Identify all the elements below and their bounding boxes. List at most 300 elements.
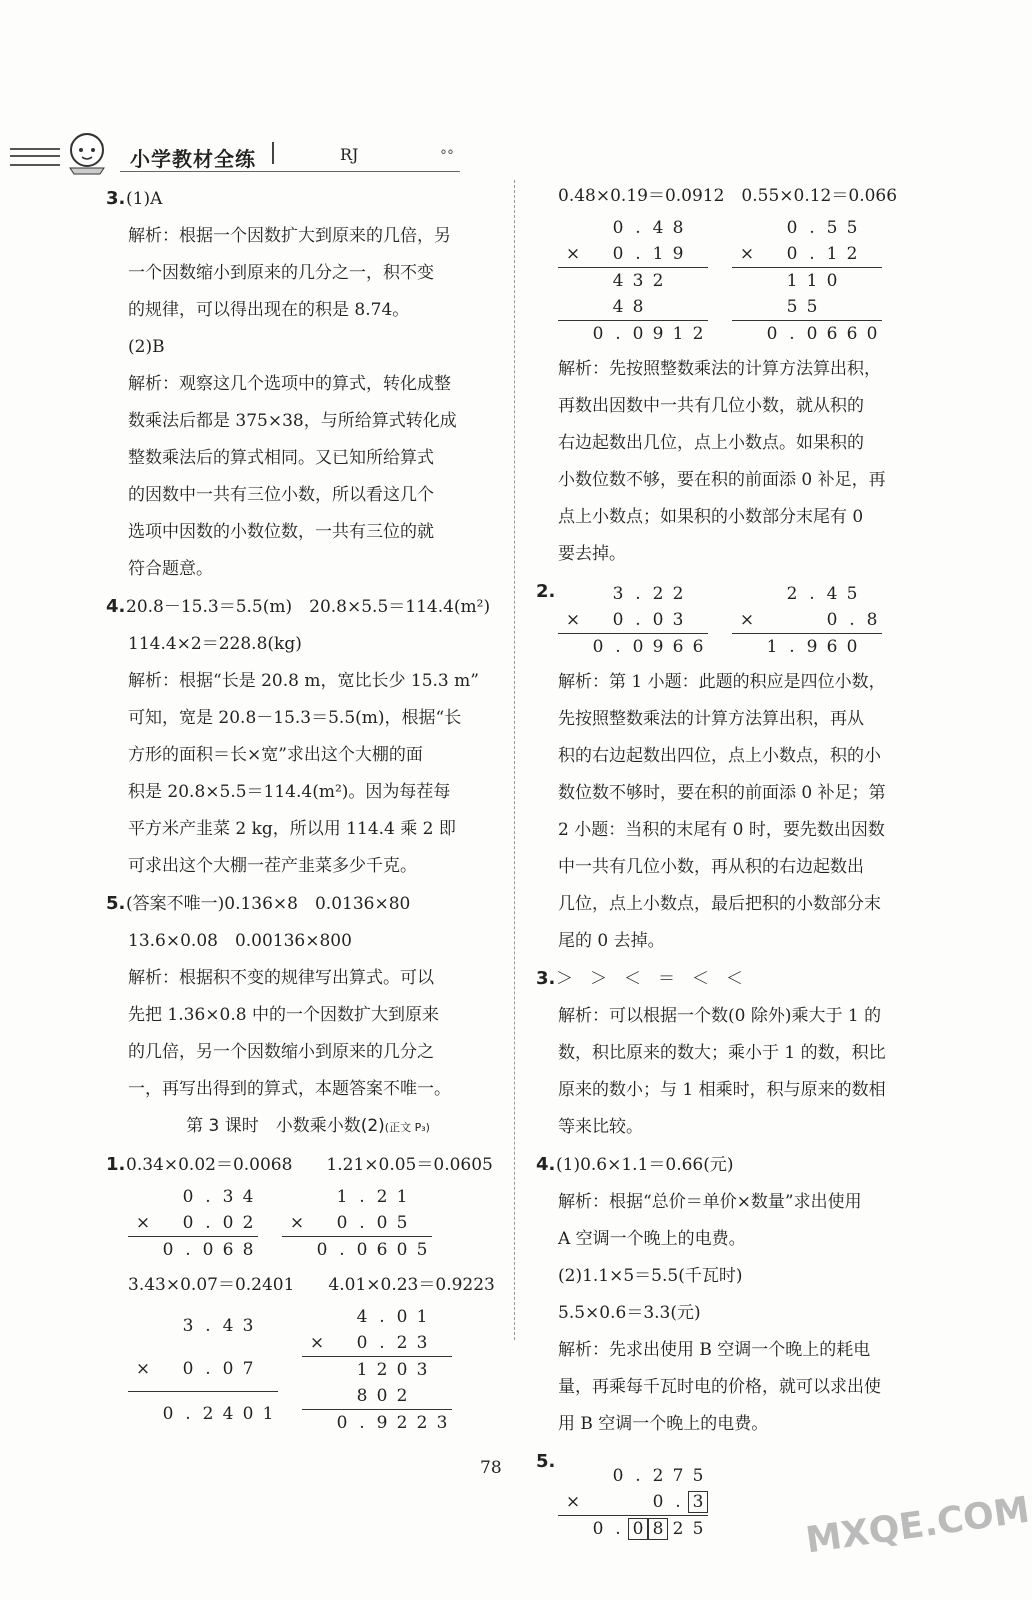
answer: ＞ ＞ ＜ ＝ ＜ ＜ bbox=[556, 969, 743, 989]
digit: 0 bbox=[218, 1210, 238, 1237]
digit: 0 bbox=[356, 1240, 368, 1260]
digit: 6 bbox=[222, 1240, 234, 1260]
digit bbox=[302, 1410, 332, 1437]
digit bbox=[688, 581, 708, 607]
digit: 3 bbox=[182, 1315, 194, 1336]
digit: 0 bbox=[592, 637, 604, 657]
page-reference: (正文 P₃) bbox=[384, 1121, 430, 1134]
digit: . bbox=[352, 1210, 372, 1237]
vertical-calculation bbox=[558, 581, 708, 660]
answer: 0.48×0.19＝0.0912 0.55×0.12＝0.066 bbox=[558, 186, 898, 206]
explanation-line: 解析：可以根据一个数(0 除外)乘大于 1 的 bbox=[558, 1006, 882, 1026]
digit bbox=[688, 241, 708, 268]
decor-lines bbox=[10, 155, 60, 157]
digit bbox=[862, 634, 882, 661]
digit: 8 bbox=[862, 607, 882, 634]
cartoon-girl-icon bbox=[60, 122, 114, 176]
digit: 5 bbox=[782, 294, 802, 321]
digit bbox=[862, 268, 882, 295]
digit: 0 bbox=[396, 1360, 408, 1380]
digit: 0 bbox=[822, 607, 842, 634]
digit: 3 bbox=[242, 1315, 254, 1336]
digit bbox=[558, 268, 588, 295]
digit: 8 bbox=[628, 294, 648, 321]
digit: 5 bbox=[392, 1210, 412, 1237]
digit: × bbox=[558, 241, 588, 268]
digit: 2 bbox=[376, 1360, 388, 1380]
digit: . bbox=[339, 1240, 345, 1260]
digit: 5 bbox=[416, 1240, 428, 1260]
question-number: 4. bbox=[106, 596, 126, 617]
decor-dots-icon: °° bbox=[440, 148, 454, 164]
explanation-line: 中一共有几位小数，再从积的右边起数出 bbox=[558, 857, 864, 877]
digit: 4 bbox=[652, 218, 664, 238]
digit: 0 bbox=[766, 324, 778, 344]
explanation-line: 解析：先按照整数乘法的计算方法算出积， bbox=[558, 359, 881, 379]
digit bbox=[688, 607, 708, 634]
digit: 4 bbox=[242, 1187, 254, 1207]
digit bbox=[762, 268, 782, 295]
digit: 7 bbox=[238, 1347, 258, 1391]
digit: 6 bbox=[826, 637, 838, 657]
digit: 8 bbox=[242, 1240, 254, 1260]
explanation-line: 符合题意。 bbox=[128, 559, 213, 579]
digit: . bbox=[802, 241, 822, 268]
explanation-line: 解析：根据一个因数扩大到原来的几倍，另 bbox=[128, 226, 451, 246]
digit: 4 bbox=[612, 271, 624, 291]
explanation-line: 先把 1.36×0.8 中的一个因数扩大到原来 bbox=[128, 1005, 439, 1025]
digit bbox=[668, 268, 688, 295]
digit bbox=[762, 581, 782, 607]
digit: 0 bbox=[162, 1240, 174, 1260]
digit bbox=[158, 1347, 178, 1391]
digit bbox=[762, 215, 782, 241]
digit: 0 bbox=[178, 1347, 198, 1391]
page-number: 78 bbox=[480, 1458, 502, 1478]
digit: . bbox=[615, 637, 621, 657]
digit bbox=[332, 1304, 352, 1330]
explanation-line: 2 小题：当积的末尾有 0 时，要先数出因数 bbox=[558, 820, 885, 840]
digit bbox=[558, 215, 588, 241]
digit: 2 bbox=[652, 584, 664, 604]
digit: . bbox=[635, 584, 641, 604]
explanation-line: 等来比较。 bbox=[558, 1117, 643, 1137]
digit: 3 bbox=[668, 607, 688, 634]
explanation-line: 量，再乘每千瓦时电的价格，就可以求出使 bbox=[558, 1377, 881, 1397]
digit: 3 bbox=[612, 584, 624, 604]
digit bbox=[302, 1304, 332, 1330]
question-number: 3. bbox=[536, 968, 556, 989]
question-number: 4. bbox=[536, 1154, 556, 1175]
digit: . bbox=[379, 1307, 385, 1327]
explanation-line: 整数乘法后的算式相同。又已知所给算式 bbox=[128, 448, 434, 468]
digit: 6 bbox=[846, 324, 858, 344]
explanation-line: 要去掉。 bbox=[558, 544, 626, 564]
digit bbox=[412, 1210, 432, 1237]
digit: × bbox=[732, 241, 762, 268]
digit: 1 bbox=[648, 241, 668, 268]
digit bbox=[732, 581, 762, 607]
digit bbox=[762, 241, 782, 268]
digit: 0 bbox=[612, 218, 624, 238]
digit: 3 bbox=[416, 1360, 428, 1380]
edition-code: RJ bbox=[340, 145, 359, 164]
vertical-calculation bbox=[558, 215, 708, 347]
digit: 1 bbox=[262, 1404, 274, 1425]
digit bbox=[158, 1184, 178, 1210]
explanation-line: 可知，宽是 20.8－15.3＝5.5(m)，根据“长 bbox=[128, 708, 462, 728]
digit: 2 bbox=[238, 1210, 258, 1237]
explanation-line: 数位数不够时，要在积的前面添 0 补足；第 bbox=[558, 783, 886, 803]
decor-lines bbox=[10, 148, 60, 166]
explanation-line: 再数出因数中一共有几位小数，就从积的 bbox=[558, 396, 864, 416]
digit bbox=[412, 1184, 432, 1210]
digit bbox=[158, 1210, 178, 1237]
answer: 13.6×0.08 0.00136×800 bbox=[128, 931, 352, 951]
digit bbox=[862, 215, 882, 241]
explanation-line: 方形的面积＝长×宽”求出这个大棚的面 bbox=[128, 745, 423, 765]
explanation bbox=[538, 351, 938, 573]
digit: 2 bbox=[842, 241, 862, 268]
digit: 4 bbox=[356, 1307, 368, 1327]
digit: 0 bbox=[332, 1210, 352, 1237]
answer: 0.34×0.02＝0.0068 1.21×0.05＝0.0605 bbox=[126, 1155, 493, 1175]
digit: × bbox=[128, 1347, 158, 1391]
digit bbox=[588, 268, 608, 295]
digit: 8 bbox=[352, 1383, 372, 1410]
digit bbox=[762, 607, 782, 634]
digit: . bbox=[185, 1404, 191, 1425]
digit: . bbox=[359, 1187, 365, 1207]
digit bbox=[732, 321, 762, 348]
digit: 1 bbox=[356, 1360, 368, 1380]
digit bbox=[128, 1237, 158, 1264]
digit: 6 bbox=[826, 324, 838, 344]
digit: 0 bbox=[202, 1240, 214, 1260]
digit: 0 bbox=[632, 637, 644, 657]
digit: . bbox=[635, 218, 641, 238]
digit: × bbox=[558, 607, 588, 634]
digit bbox=[648, 294, 668, 321]
digit: 0 bbox=[786, 218, 798, 238]
digit: 2 bbox=[396, 1413, 408, 1433]
digit: 1 bbox=[672, 324, 684, 344]
explanation bbox=[108, 626, 508, 885]
digit: . bbox=[809, 584, 815, 604]
page-header bbox=[0, 118, 480, 178]
question-number: 3. bbox=[106, 188, 126, 209]
digit: 3 bbox=[436, 1413, 448, 1433]
digit bbox=[302, 1383, 332, 1410]
digit bbox=[688, 294, 708, 321]
divider bbox=[272, 142, 274, 164]
explanation bbox=[108, 923, 508, 1108]
digit: 2 bbox=[786, 584, 798, 604]
digit: 4 bbox=[608, 294, 628, 321]
answer: (2)B bbox=[128, 337, 165, 357]
explanation-line: 一，再写出得到的算式，本题答案不唯一。 bbox=[128, 1079, 451, 1099]
explanation-line: 积的右边起数出四位，点上小数点，积的小 bbox=[558, 746, 881, 766]
explanation-line: 几位，点上小数点，最后把积的小数部分末 bbox=[558, 894, 881, 914]
digit: 0 bbox=[806, 324, 818, 344]
digit bbox=[842, 268, 862, 295]
digit bbox=[332, 1330, 352, 1357]
digit bbox=[332, 1357, 352, 1384]
answer: (答案不唯一)0.136×8 0.0136×80 bbox=[126, 894, 411, 914]
digit bbox=[282, 1237, 312, 1264]
digit bbox=[312, 1184, 332, 1210]
digit: 9 bbox=[652, 324, 664, 344]
answer-box: 3 bbox=[688, 1491, 708, 1513]
digit bbox=[588, 241, 608, 268]
section-title: 第 3 课时 小数乘小数(2)(正文 P₃) bbox=[186, 1116, 430, 1136]
digit bbox=[128, 1184, 158, 1210]
digit: 2 bbox=[202, 1404, 214, 1425]
digit: 6 bbox=[376, 1240, 388, 1260]
digit: . bbox=[628, 241, 648, 268]
explanation-line: 的几倍，另一个因数缩小到原来的几分之 bbox=[128, 1042, 434, 1062]
digit: 9 bbox=[652, 637, 664, 657]
answer: 114.4×2＝228.8(kg) bbox=[128, 634, 302, 654]
digit: 0 bbox=[608, 607, 628, 634]
right-column bbox=[538, 178, 938, 1546]
answer: 5.5×0.6＝3.3(元) bbox=[558, 1303, 701, 1323]
digit: 9 bbox=[376, 1413, 388, 1433]
question-number: 2. bbox=[536, 581, 556, 602]
digit: 8 bbox=[672, 218, 684, 238]
digit bbox=[258, 1347, 278, 1391]
digit bbox=[312, 1210, 332, 1237]
digit bbox=[432, 1383, 452, 1410]
explanation-line: 的因数中一共有三位小数，所以看这几个 bbox=[128, 485, 434, 505]
digit: 6 bbox=[672, 637, 684, 657]
vertical-calculation bbox=[732, 215, 882, 347]
digit: 6 bbox=[692, 637, 704, 657]
digit: 2 bbox=[376, 1187, 388, 1207]
digit bbox=[732, 268, 762, 295]
explanation-line: 解析：根据“长是 20.8 m，宽比长少 15.3 m” bbox=[128, 671, 479, 691]
digit: × bbox=[732, 607, 762, 634]
digit: 5 bbox=[846, 584, 858, 604]
digit: . bbox=[198, 1210, 218, 1237]
digit: 1 bbox=[822, 241, 842, 268]
digit: × bbox=[302, 1330, 332, 1357]
vertical-calculation bbox=[302, 1304, 452, 1436]
explanation-line: 原来的数小；与 1 相乘时，积与原来的数相 bbox=[558, 1080, 886, 1100]
watermark: MXQE.COM bbox=[803, 1489, 1032, 1562]
digit: . bbox=[809, 218, 815, 238]
digit: 0 bbox=[632, 324, 644, 344]
explanation-line: 用 B 空调一个晚上的电费。 bbox=[558, 1414, 769, 1434]
digit bbox=[558, 634, 588, 661]
digit: 0 bbox=[396, 1240, 408, 1260]
vertical-calculation bbox=[128, 1304, 278, 1436]
digit: 2 bbox=[652, 271, 664, 291]
digit: . bbox=[628, 607, 648, 634]
digit: 1 bbox=[336, 1187, 348, 1207]
explanation-line: 解析：第 1 小题：此题的积应是四位小数， bbox=[558, 672, 886, 692]
digit: . bbox=[185, 1240, 191, 1260]
question-number: 1. bbox=[106, 1154, 126, 1175]
digit: × bbox=[128, 1210, 158, 1237]
explanation-line: 平方米产韭菜 2 kg，所以用 114.4 乘 2 即 bbox=[128, 819, 456, 839]
answer: (1)A bbox=[126, 189, 163, 209]
explanation-line: 点上小数点；如果积的小数部分末尾有 0 bbox=[558, 507, 864, 527]
digit bbox=[588, 607, 608, 634]
digit: 9 bbox=[668, 241, 688, 268]
digit bbox=[588, 581, 608, 607]
digit bbox=[432, 1330, 452, 1357]
digit: 1 bbox=[766, 637, 778, 657]
digit: 5 bbox=[802, 294, 822, 321]
digit bbox=[128, 1392, 158, 1436]
digit bbox=[282, 1184, 312, 1210]
digit: . bbox=[789, 324, 795, 344]
digit: . bbox=[842, 607, 862, 634]
digit bbox=[588, 215, 608, 241]
digit: 2 bbox=[692, 324, 704, 344]
digit bbox=[862, 241, 882, 268]
vertical-calculation bbox=[282, 1184, 432, 1263]
digit: 0 bbox=[162, 1404, 174, 1425]
digit bbox=[732, 634, 762, 661]
explanation-line: 数乘法后都是 375×38，与所给算式转化成 bbox=[128, 411, 457, 431]
explanation-line: 先按照整数乘法的计算方法算出积，再从 bbox=[558, 709, 864, 729]
digit bbox=[732, 294, 762, 321]
explanation bbox=[538, 1184, 938, 1443]
digit: 0 bbox=[178, 1210, 198, 1237]
digit bbox=[802, 607, 822, 634]
digit: . bbox=[205, 1315, 211, 1336]
digit: 1 bbox=[806, 271, 818, 291]
digit: 0 bbox=[866, 324, 878, 344]
explanation-line: 的规律，可以得出现在的积是 8.74。 bbox=[128, 300, 410, 320]
digit: 5 bbox=[826, 218, 838, 238]
book-title: 小学教材全练 bbox=[130, 147, 256, 171]
digit: 1 bbox=[396, 1187, 408, 1207]
digit: 3 bbox=[632, 271, 644, 291]
digit: 4 bbox=[826, 584, 838, 604]
digit: 2 bbox=[672, 584, 684, 604]
digit: . bbox=[372, 1330, 392, 1357]
digit bbox=[668, 294, 688, 321]
digit bbox=[588, 294, 608, 321]
answer: (1)0.6×1.1＝0.66(元) bbox=[556, 1155, 734, 1175]
digit: 0 bbox=[352, 1330, 372, 1357]
digit bbox=[432, 1357, 452, 1384]
explanation-line: 解析：先求出使用 B 空调一个晚上的耗电 bbox=[558, 1340, 871, 1360]
digit bbox=[762, 294, 782, 321]
digit: 0 bbox=[316, 1240, 328, 1260]
digit: . bbox=[205, 1187, 211, 1207]
digit bbox=[732, 215, 762, 241]
digit: . bbox=[789, 637, 795, 657]
explanation-line: 选项中因数的小数位数，一共有三位的就 bbox=[128, 522, 434, 542]
answer-box: 0 bbox=[628, 1518, 648, 1540]
digit: 0 bbox=[372, 1383, 392, 1410]
left-column bbox=[108, 180, 508, 1440]
digit: 9 bbox=[806, 637, 818, 657]
digit bbox=[862, 581, 882, 607]
digit bbox=[558, 581, 588, 607]
digit: 4 bbox=[222, 1404, 234, 1425]
explanation-line: 小数位数不够，要在积的前面添 0 补足，再 bbox=[558, 470, 886, 490]
explanation-line: 数，积比原来的数大；乘小于 1 的数，积比 bbox=[558, 1043, 886, 1063]
digit: × bbox=[282, 1210, 312, 1237]
digit: 0 bbox=[826, 271, 838, 291]
header-rule bbox=[120, 171, 460, 172]
digit bbox=[158, 1304, 178, 1347]
digit: 2 bbox=[392, 1383, 412, 1410]
digit: 0 bbox=[592, 324, 604, 344]
digit: . bbox=[198, 1347, 218, 1391]
digit: 2 bbox=[416, 1413, 428, 1433]
answer-box: 8 bbox=[648, 1518, 668, 1540]
digit bbox=[412, 1383, 432, 1410]
explanation bbox=[108, 218, 508, 588]
digit bbox=[688, 215, 708, 241]
digit: 0 bbox=[182, 1187, 194, 1207]
vertical-calculation bbox=[732, 581, 882, 660]
digit: 0 bbox=[396, 1307, 408, 1327]
digit: 0 bbox=[336, 1413, 348, 1433]
digit: 4 bbox=[222, 1315, 234, 1336]
question-number: 5. bbox=[536, 1451, 556, 1472]
digit: 3 bbox=[222, 1187, 234, 1207]
digit bbox=[782, 607, 802, 634]
digit bbox=[332, 1383, 352, 1410]
answer: (2)1.1×5＝5.5(千瓦时) bbox=[558, 1266, 743, 1286]
explanation-line: 右边起数出几位，点上小数点。如果积的 bbox=[558, 433, 864, 453]
digit bbox=[862, 294, 882, 321]
explanation-line: 一个因数缩小到原来的几分之一，积不变 bbox=[128, 263, 434, 283]
digit: 3 bbox=[412, 1330, 432, 1357]
digit: 2 bbox=[392, 1330, 412, 1357]
explanation-line: 解析：根据积不变的规律写出算式。可以 bbox=[128, 968, 434, 988]
explanation bbox=[538, 998, 938, 1146]
column-divider bbox=[514, 180, 515, 1340]
answer: 20.8－15.3＝5.5(m) 20.8×5.5＝114.4(m²) bbox=[126, 597, 491, 617]
question-number: 5. bbox=[106, 893, 126, 914]
digit: 0 bbox=[608, 241, 628, 268]
digit bbox=[822, 294, 842, 321]
digit bbox=[258, 1304, 278, 1347]
digit: 0 bbox=[782, 241, 802, 268]
digit bbox=[302, 1357, 332, 1384]
explanation-line: 解析：根据“总价＝单价×数量”求出使用 bbox=[558, 1192, 862, 1212]
digit: 1 bbox=[786, 271, 798, 291]
digit: 0 bbox=[648, 607, 668, 634]
answer: 3.43×0.07＝0.2401 4.01×0.23＝0.9223 bbox=[128, 1275, 495, 1295]
digit bbox=[128, 1304, 158, 1347]
explanation bbox=[538, 664, 938, 960]
digit: 0 bbox=[218, 1347, 238, 1391]
digit: 0 bbox=[242, 1404, 254, 1425]
explanation-line: 可求出这个大棚一茬产韭菜多少千克。 bbox=[128, 856, 417, 876]
digit: 5 bbox=[846, 218, 858, 238]
fill-in-calculation: 0 . 2 7 5 × 0 . 3 0 . 0 8 2 5 bbox=[558, 1463, 708, 1542]
digit bbox=[842, 294, 862, 321]
digit bbox=[432, 1304, 452, 1330]
digit: . bbox=[359, 1413, 365, 1433]
digit bbox=[558, 294, 588, 321]
explanation-line: 尾的 0 去掉。 bbox=[558, 931, 665, 951]
digit: 1 bbox=[416, 1307, 428, 1327]
digit: . bbox=[615, 324, 621, 344]
digit bbox=[688, 268, 708, 295]
explanation-line: 解析：观察这几个选项中的算式，转化成整 bbox=[128, 374, 451, 394]
vertical-calculation bbox=[128, 1184, 258, 1263]
